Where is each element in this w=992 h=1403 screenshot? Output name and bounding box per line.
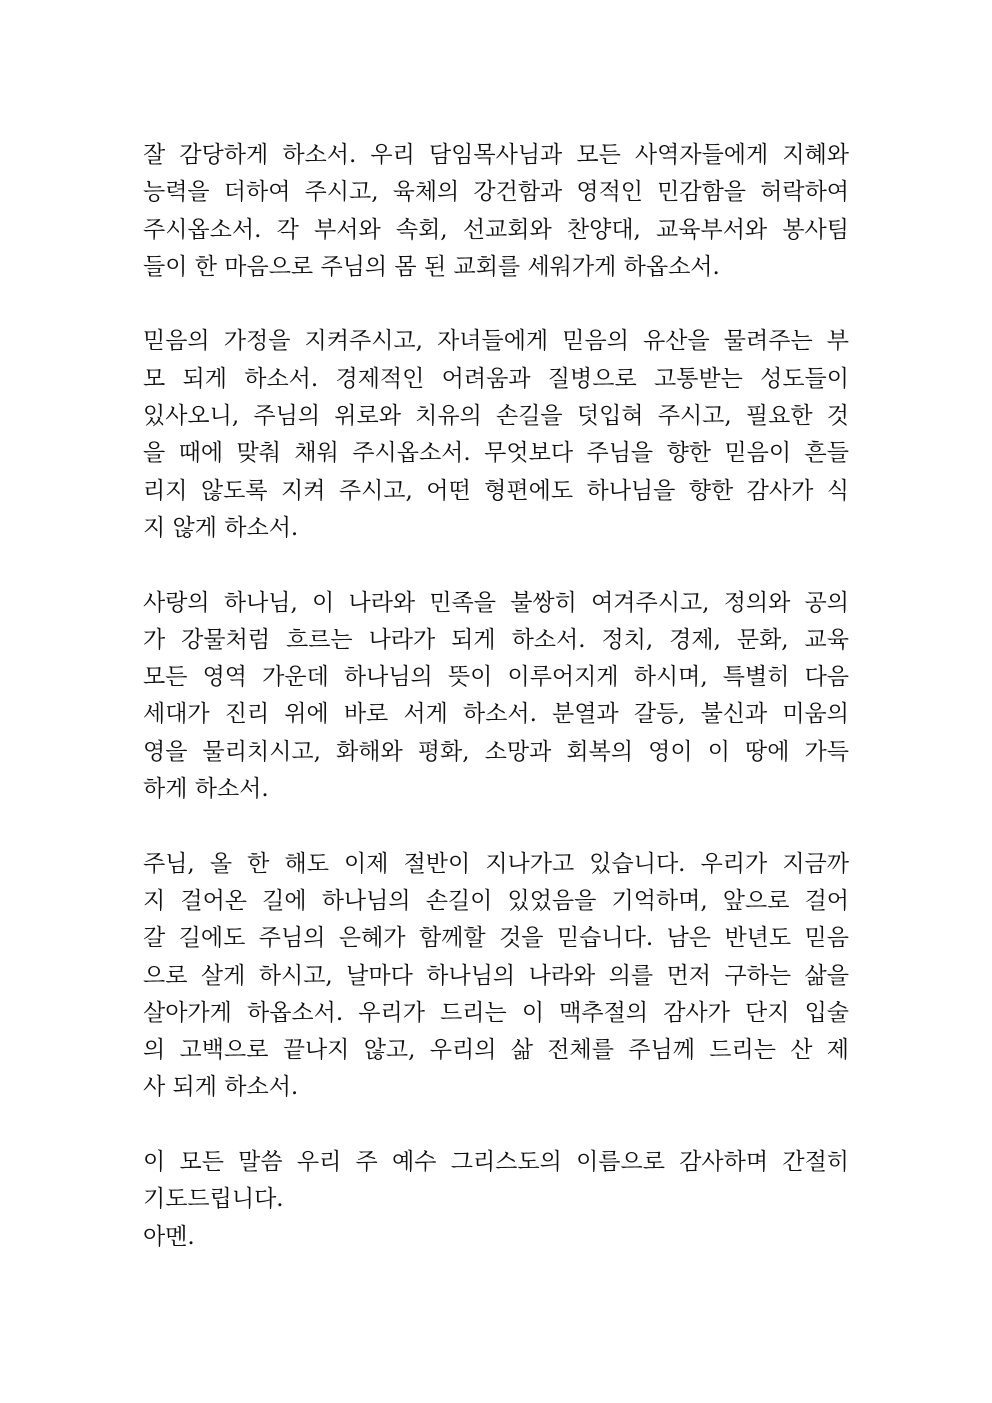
text-line: 가 강물처럼 흐르는 나라가 되게 하소서. 정치, 경제, 문화, 교육 [143, 626, 849, 653]
paragraph-church-leadership [143, 137, 849, 286]
text-line: 영을 물리치시고, 화해와 평화, 소망과 회복의 영이 이 땅에 가득 [143, 738, 849, 765]
text-line: 사랑의 하나님, 이 나라와 민족을 불쌍히 여겨주시고, 정의와 공의 [143, 589, 849, 616]
text-line: 사 되게 하소서. [143, 1074, 299, 1101]
text-line: 주시옵소서. 각 부서와 속회, 선교회와 찬양대, 교육부서와 봉사팀 [143, 216, 849, 243]
paragraph-nation [143, 585, 849, 809]
text-line: 기도드립니다. [143, 1186, 284, 1213]
text-line: 모든 영역 가운데 하나님의 뜻이 이루어지게 하시며, 특별히 다음 [143, 664, 849, 691]
text-line: 들이 한 마음으로 주님의 몸 된 교회를 세워가게 하옵소서. [143, 253, 720, 280]
text-line: 믿음의 가정을 지켜주시고, 자녀들에게 믿음의 유산을 물려주는 부 [143, 328, 849, 355]
text-line: 지 않게 하소서. [143, 514, 299, 541]
paragraph-families [143, 323, 849, 547]
text-line: 모 되게 하소서. 경제적인 어려움과 질병으로 고통받는 성도들이 [143, 365, 849, 392]
amen-line: 아멘. [143, 1223, 195, 1250]
text-line: 의 고백으로 끝나지 않고, 우리의 삶 전체를 주님께 드리는 산 제 [143, 1037, 849, 1064]
text-line: 을 때에 맞춰 채워 주시옵소서. 무엇보다 주님을 향한 믿음이 흔들 [143, 440, 849, 467]
text-line: 이 모든 말씀 우리 주 예수 그리스도의 이름으로 감사하며 간절히 [143, 1149, 849, 1176]
paragraph-closing-prayer [143, 1144, 849, 1256]
text-line: 있사오니, 주님의 위로와 치유의 손길을 덧입혀 주시고, 필요한 것 [143, 403, 849, 430]
text-line: 지 걸어온 길에 하나님의 손길이 있었음을 기억하며, 앞으로 걸어 [143, 887, 849, 914]
text-line: 능력을 더하여 주시고, 육체의 강건함과 영적인 민감함을 허락하여 [143, 179, 849, 206]
text-line: 살아가게 하옵소서. 우리가 드리는 이 맥추절의 감사가 단지 입술 [143, 999, 849, 1026]
document-body [143, 137, 849, 1256]
text-line: 잘 감당하게 하소서. 우리 담임목사님과 모든 사역자들에게 지혜와 [143, 142, 849, 168]
paragraph-half-year [143, 846, 849, 1107]
text-line: 갈 길에도 주님의 은혜가 함께할 것을 믿습니다. 남은 반년도 믿음 [143, 925, 849, 952]
text-line: 리지 않도록 지켜 주시고, 어떤 형편에도 하나님을 향한 감사가 식 [143, 477, 849, 504]
text-line: 주님, 올 한 해도 이제 절반이 지나가고 있습니다. 우리가 지금까 [143, 850, 849, 877]
text-line: 으로 살게 하시고, 날마다 하나님의 나라와 의를 먼저 구하는 삶을 [143, 962, 849, 989]
text-line: 세대가 진리 위에 바로 서게 하소서. 분열과 갈등, 불신과 미움의 [143, 701, 849, 728]
text-line: 하게 하소서. [143, 776, 269, 803]
